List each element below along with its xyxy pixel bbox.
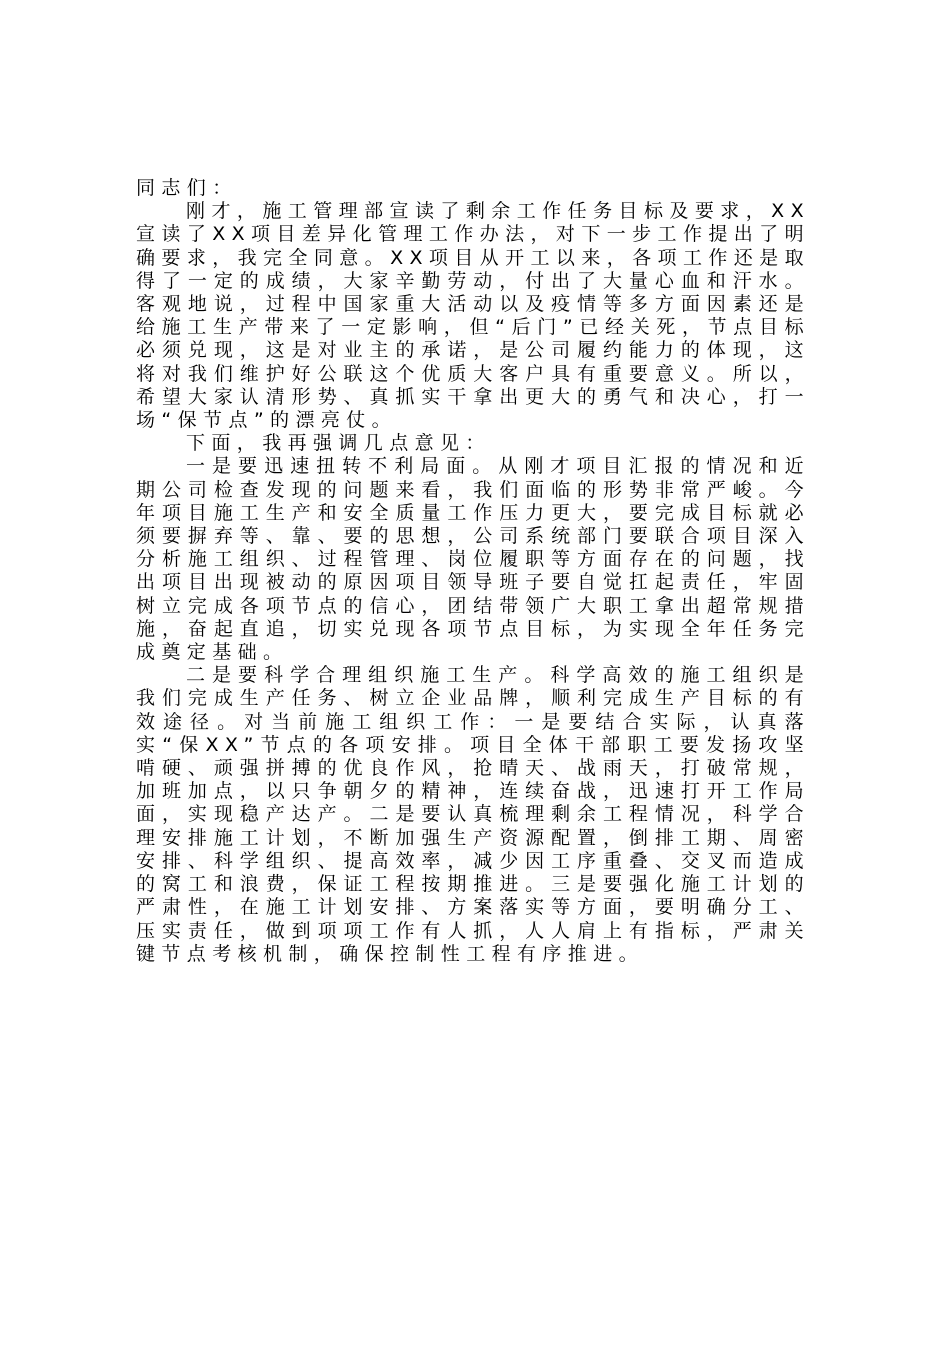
- paragraph-transition: 下面，我再强调几点意见：: [186, 432, 491, 455]
- salutation: 同志们：: [136, 177, 238, 199]
- document-body: [136, 177, 810, 966]
- paragraph-point-one: 一是要迅速扭转不利局面。从刚才项目汇报的情况和近期公司检查发现的问题来看，我们面临的形势非常严峻。今年项目施工生产和安全质量工作压力更大，要完成目标就必须要摒弃等、靠、要的思想，公司系统部门要联合项目深入分析施工组织、过程管理、岗位履职等方面存在的问题，找出项目出现被动的原因项目领导班子要自觉扛起责任，牢固树立完成各项节点的信心，团结带领广大职工拿出超常规措施，奋起直追，切实兑现各项节点目标，为实现全年任务完成奠定基础。: [136, 455, 810, 664]
- paragraph-opening: 刚才，施工管理部宣读了剩余工作任务目标及要求，XX宣读了XX项目差异化管理工作办法，对下一步工作提出了明确要求，我完全同意。XX项目从开工以来，各项工作还是取得了一定的成绩，大家辛勤劳动，付出了大量心血和汗水。客观地说，过程中国家重大活动以及疫情等多方面因素还是给施工生产带来了一定影响，但“后门”已经关死，节点目标必须兑现，这是对业主的承诺，是公司履约能力的体现，这将对我们维护好公联这个优质大客户具有重要意义。所以，希望大家认清形势、真抓实干拿出更大的勇气和决心，打一场“保节点”的漂亮仗。: [136, 200, 810, 432]
- paragraph-point-two: 二是要科学合理组织施工生产。科学高效的施工组织是我们完成生产任务、树立企业品牌，顺利完成生产目标的有效途径。对当前施工组织工作：一是要结合实际，认真落实“保XX”节点的各项安排。项目全体干部职工要发扬攻坚啃硬、顽强拼搏的优良作风，抢晴天、战雨天，打破常规，加班加点，以只争朝夕的精神，连续奋战，迅速打开工作局面，实现稳产达产。二是要认真梳理剩余工程情况，科学合理安排施工计划，不断加强生产资源配置，倒排工期、周密安排、科学组织、提高效率，减少因工序重叠、交叉而造成的窝工和浪费，保证工程按期推进。三是要强化施工计划的严肃性，在施工计划安排、方案落实等方面，要明确分工、压实责任，做到项项工作有人抓，人人肩上有指标，严肃关键节点考核机制，确保控制性工程有序推进。: [136, 664, 810, 965]
